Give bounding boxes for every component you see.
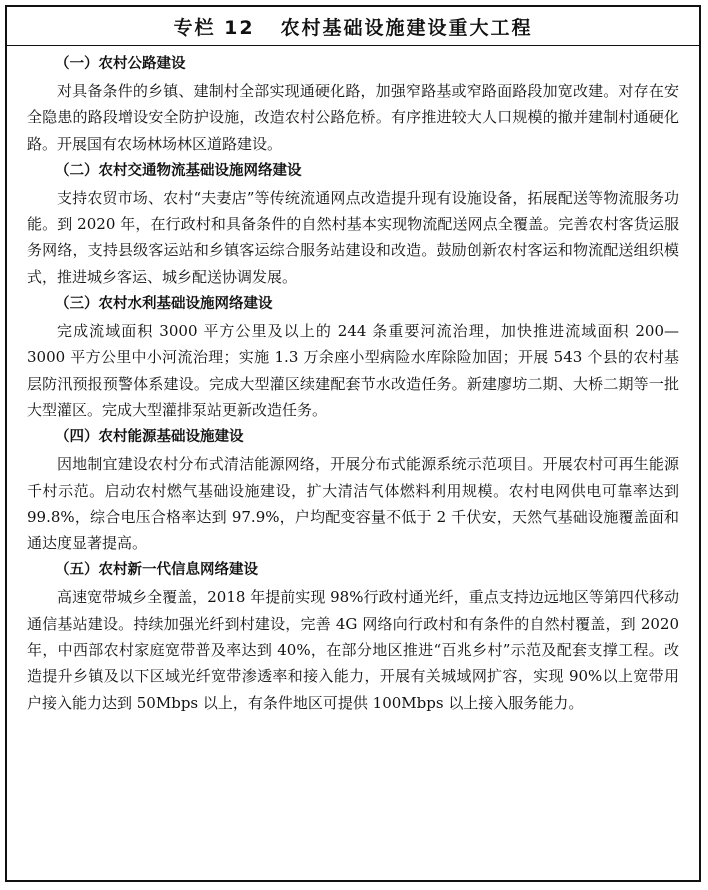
section-paragraph: 因地制宜建设农村分布式清洁能源网络，开展分布式能源系统示范项目。开展农村可再生能源千村示范。启动农村燃气基础设施建设，扩大清洁气体燃料利用规模。农村电网供电可靠率达到 99.8%，综合电压合格率达到 97.9%，户均配变容量不低于 2 千伏安，天然气基础设施覆盖面和通达度显著提高。 [27,455,679,553]
column-box [5,5,701,882]
section-heading: （五）农村新一代信息网络建设 [55,562,258,579]
section-transport-logistics [27,157,679,290]
section-paragraph: 支持农贸市场、农村“夫妻店”等传统流通网点改造提升现有设施设备，拓展配送等物流服务功能。到 2020 年，在行政村和具备条件的自然村基本实现物流配送网点全覆盖。完善农村客货运服务网络，支持县级客运站和乡镇客运综合服务站建设和改造。鼓励创新农村客运和物流配送组织模式，推进城乡客运、城乡配送协调发展。 [27,188,679,286]
section-information-network [27,556,679,715]
column-title: 专栏 12 农村基础设施建设重大工程 [173,16,533,39]
section-heading: （四）农村能源基础设施建设 [55,429,244,446]
title-bar [7,7,699,46]
section-heading: （二）农村交通物流基础设施网络建设 [55,162,302,179]
column-content [7,46,699,716]
section-energy [27,423,679,556]
section-paragraph: 对具备条件的乡镇、建制村全部实现通硬化路，加强窄路基或窄路面路段加宽改建。对存在安全隐患的路段增设安全防护设施，改造农村公路危桥。有序推进较大人口规模的撤并建制村通硬化路。开展国有农场林场林区道路建设。 [27,82,679,153]
section-paragraph: 高速宽带城乡全覆盖，2018 年提前实现 98%行政村通光纤，重点支持边远地区等第四代移动通信基站建设。持续加强光纤到村建设，完善 4G 网络向行政村和有条件的自然村覆盖，到 2020 年，中西部农村家庭宽带普及率达到 40%，在部分地区推进“百兆乡村”示范及配套支撑工程。改造提升乡镇及以下区域光纤宽带渗透率和接入能力，开展有关城域网扩容，实现 90%以上宽带用户接入能力达到 50Mbps 以上，有条件地区可提供 100Mbps 以上接入服务能力。 [27,588,679,712]
section-water-conservancy [27,290,679,423]
section-heading: （一）农村公路建设 [55,56,186,72]
section-paragraph: 完成流域面积 3000 平方公里及以上的 244 条重要河流治理，加快推进流域面积 200—3000 平方公里中小河流治理；实施 1.3 万余座小型病险水库除险加固；开展 543 个县的农村基层防汛预报预警体系建设。完成大型灌区续建配套节水改造任务。新建廖坊二期、大桥二期等一批大型灌区。完成大型灌排泵站更新改造任务。 [27,322,679,419]
section-heading: （三）农村水利基础设施网络建设 [55,296,273,313]
section-rural-roads [27,50,679,157]
